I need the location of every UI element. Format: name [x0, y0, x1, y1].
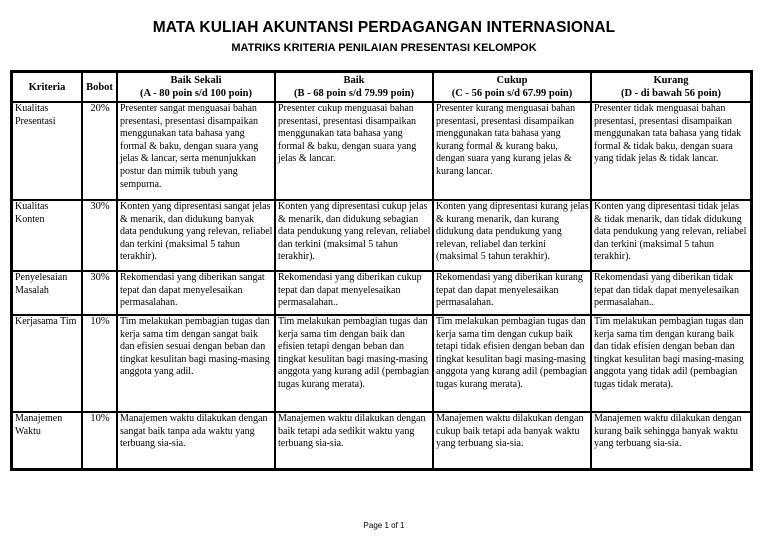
- header-row: [12, 72, 751, 102]
- header-level-kurang: [591, 72, 751, 102]
- level-range: (A - 80 poin s/d 100 poin): [139, 88, 253, 99]
- description-cell: Manajemen waktu dilakukan dengan cukup baik tetapi ada banyak waktu yang terbuang sia-sia.: [433, 412, 591, 469]
- description-cell: Konten yang dipresentasi kurang jelas & kurang menarik, dan kurang didukung data pendukung yang relevan, reliabel dan terkini (maksimal 5 tahun terakhir).: [433, 200, 591, 271]
- bobot-cell: 10%: [82, 412, 117, 469]
- description-cell: Rekomendasi yang diberikan tidak tepat dan tidak dapat menyelesaikan permasalahan..: [591, 271, 751, 315]
- description-cell: Rekomendasi yang diberikan kurang tepat dan dapat menyelesaikan permasalahan.: [433, 271, 591, 315]
- level-name: Baik Sekali: [170, 75, 222, 86]
- description-cell: Rekomendasi yang diberikan cukup tepat dan dapat menyelesaikan permasalahan..: [275, 271, 433, 315]
- kriteria-cell: Kualitas Konten: [12, 200, 82, 271]
- description-cell: Manajemen waktu dilakukan dengan sangat baik tanpa ada waktu yang terbuang sia-sia.: [117, 412, 275, 469]
- description-cell: Presenter cukup menguasai bahan presentasi, presentasi disampaikan menggunakan tata bahasa yang formal & baku, dengan suara yang jelas & lancar.: [275, 102, 433, 200]
- description-cell: Presenter kurang menguasai bahan presentasi, presentasi disampaikan menggunakan tata bahasa yang kurang formal & kurang baku, dengan suara yang kurang jelas & kurang lancar.: [433, 102, 591, 200]
- bobot-cell: 20%: [82, 102, 117, 200]
- bobot-cell: 30%: [82, 271, 117, 315]
- table-row: [12, 412, 751, 469]
- header-bobot: Bobot: [82, 72, 117, 102]
- kriteria-cell: Manajemen Waktu: [12, 412, 82, 469]
- table-row: [12, 102, 751, 200]
- table-row: [12, 271, 751, 315]
- document-subtitle: MATRIKS KRITERIA PENILAIAN PRESENTASI KELOMPOK: [231, 42, 537, 54]
- document-title: MATA KULIAH AKUNTANSI PERDAGANGAN INTERNASIONAL: [152, 19, 616, 36]
- description-cell: Konten yang dipresentasi sangat jelas & menarik, dan didukung banyak data pendukung yang relevan, reliabel dan terkini (maksimal 5 tahun terakhir).: [117, 200, 275, 271]
- description-cell: Presenter sangat menguasai bahan presentasi, presentasi disampaikan menggunakan tata bahasa yang formal & baku, dengan suara yang jelas & lancar, serta menunjukkan postur dan mimik tubuh yang sempurna.: [117, 102, 275, 200]
- description-cell: Tim melakukan pembagian tugas dan kerja sama tim dengan sangat baik dan efisien sesuai dengan beban dan tingkat kesulitan bagi masing-masing anggota yang adil.: [117, 315, 275, 412]
- description-cell: Konten yang dipresentasi cukup jelas & menarik, dan didukung sebagian data pendukung yang relevan, reliabel dan terkini (maksimal 5 tahun terakhir).: [275, 200, 433, 271]
- description-cell: Tim melakukan pembagian tugas dan kerja sama tim dengan kurang baik dan tidak efisien dengan beban dan tingkat kesulitan bagi masing-masing anggota yang tidak adil (pembagian tugas tidak merata).: [591, 315, 751, 412]
- level-name: Cukup: [496, 75, 528, 86]
- kriteria-cell: Kualitas Presentasi: [12, 102, 82, 200]
- criteria-matrix-table: [10, 70, 753, 471]
- description-cell: Tim melakukan pembagian tugas dan kerja sama tim dengan cukup baik tetapi tidak efisien dengan beban dan tingkat kesulitan bagi masing-masing anggota yang kurang adil (pembagian tugas kurang merata).: [433, 315, 591, 412]
- level-name: Baik: [343, 75, 365, 86]
- bobot-cell: 10%: [82, 315, 117, 412]
- description-cell: Konten yang dipresentasi tidak jelas & tidak menarik, dan tidak didukung data pendukung yang relevan, reliabel dan terkini (maksimal 5 tahun terakhir).: [591, 200, 751, 271]
- description-cell: Rekomendasi yang diberikan sangat tepat dan dapat menyelesaikan permasalahan.: [117, 271, 275, 315]
- description-cell: Manajemen waktu dilakukan dengan kurang baik sehingga banyak waktu yang terbuang sia-sia.: [591, 412, 751, 469]
- header-kriteria: Kriteria: [12, 72, 82, 102]
- level-range: (B - 68 poin s/d 79.99 poin): [294, 88, 414, 99]
- header-level-cukup: [433, 72, 591, 102]
- table-row: [12, 315, 751, 412]
- description-cell: Presenter tidak menguasai bahan presentasi, presentasi disampaikan menggunakan tata bahasa yang tidak formal & tidak baku, dengan suara yang tidak jelas & tidak lancar.: [591, 102, 751, 200]
- kriteria-cell: Kerjasama Tim: [12, 315, 82, 412]
- table-row: [12, 200, 751, 271]
- level-name: Kurang: [653, 75, 689, 86]
- page-number: Page 1 of 1: [363, 521, 405, 530]
- header-level-baik: [275, 72, 433, 102]
- header-level-baik-sekali: [117, 72, 275, 102]
- kriteria-cell: Penyelesaian Masalah: [12, 271, 82, 315]
- description-cell: Manajemen waktu dilakukan dengan baik tetapi ada sedikit waktu yang terbuang sia-sia.: [275, 412, 433, 469]
- level-range: (C - 56 poin s/d 67.99 poin): [451, 88, 573, 99]
- level-range: (D - di bawah 56 poin): [620, 88, 722, 99]
- bobot-cell: 30%: [82, 200, 117, 271]
- description-cell: Tim melakukan pembagian tugas dan kerja sama tim dengan baik dan efisien tetapi dengan beban dan tingkat kesulitan bagi masing-masing anggota yang kurang adil (pembagian tugas kurang merata).: [275, 315, 433, 412]
